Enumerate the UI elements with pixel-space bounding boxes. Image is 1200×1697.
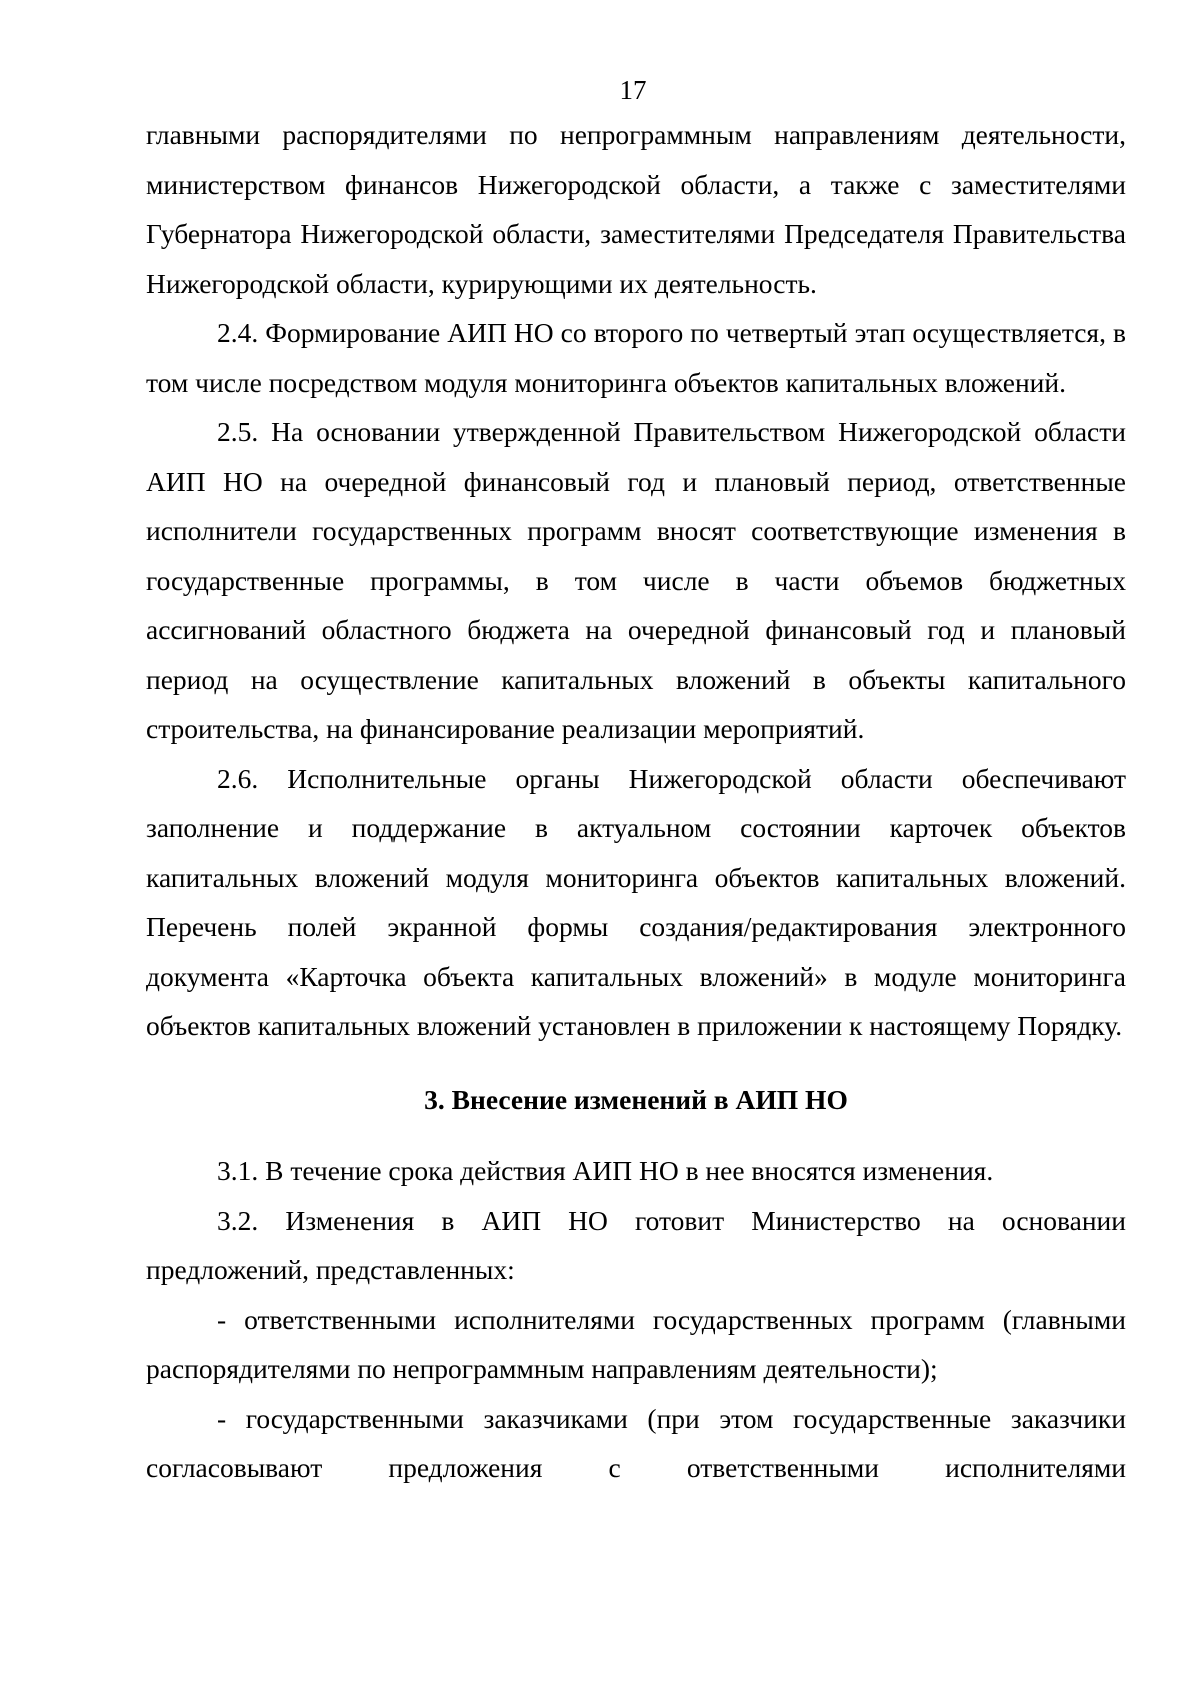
page-number: 17: [619, 75, 647, 105]
list-item-state-customers: - государственными заказчиками (при этом государственные заказчики согласовывают предложения с ответственными исполнителями: [146, 1402, 1126, 1483]
paragraph-continuation: главными распорядителями по непрограммным направлениям деятельности, министерством финансов Нижегородской области, а также с заместителями Губернатора Нижегородской области, заместителями Председателя Правительства Нижегородской области, курирующими их деятельность.: [146, 119, 1126, 299]
paragraph-2-5: 2.5. На основании утвержденной Правительством Нижегородской области АИП НО на очередной финансовый год и плановый период, ответственные исполнители государственных программ вносят соответствующие изменения в государственные программы, в том числе в части объемов бюджетных ассигнований областного бюджета на очередной финансовый год и плановый период на осуществление капитальных вложений в объекты капитального строительства, на финансирование реализации мероприятий.: [146, 416, 1126, 744]
paragraph-2-6: 2.6. Исполнительные органы Нижегородской области обеспечивают заполнение и поддержание в актуальном состоянии карточек объектов капитальных вложений модуля мониторинга объектов капитальных вложений. Перечень полей экранной формы создания/редактирования электронного документа «Карточка объекта капитальных вложений» в модуле мониторинга объектов капитальных вложений установлен в приложении к настоящему Порядку.: [146, 762, 1126, 1041]
list-item-responsible-executors: - ответственными исполнителями государственных программ (главными распорядителями по непрограммным направлениям деятельности);: [146, 1303, 1126, 1384]
paragraph-3-2: 3.2. Изменения в АИП НО готовит Министерство на основании предложений, представленных:: [146, 1204, 1126, 1285]
document-body: [146, 110, 1126, 1493]
paragraph-2-4: 2.4. Формирование АИП НО со второго по четвертый этап осуществляется, в том числе посредством модуля мониторинга объектов капитальных вложений.: [146, 317, 1126, 398]
section-heading-3: 3. Внесение изменений в АИП НО: [424, 1083, 848, 1115]
paragraph-3-1: 3.1. В течение срока действия АИП НО в нее вносятся изменения.: [217, 1155, 994, 1186]
